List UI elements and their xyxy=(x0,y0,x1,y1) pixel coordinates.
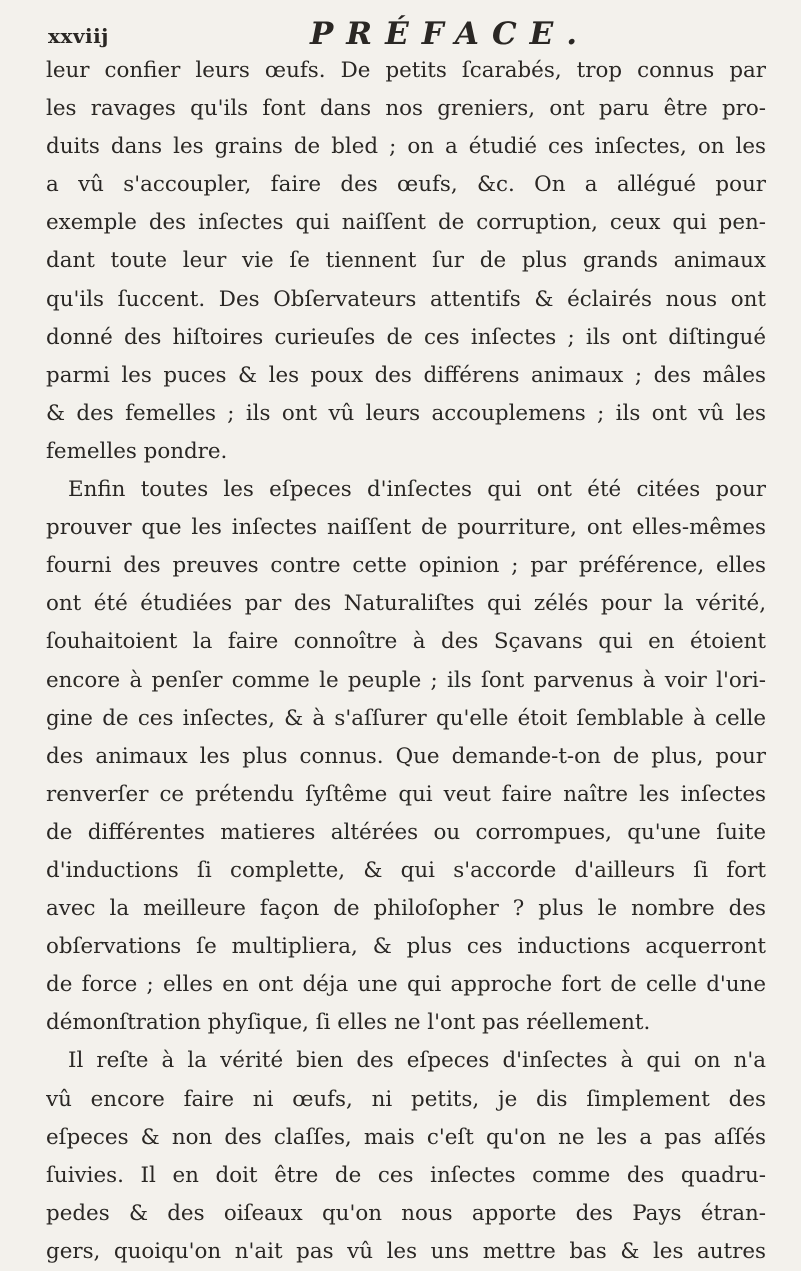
text-line: dant toute leur vie ſe tiennent ſur de plus grands animaux xyxy=(46,248,766,274)
page-heading: PRÉFACE. xyxy=(310,16,591,52)
text-line: Enfin toutes les eſpeces d'inſectes qui ont été citées pour xyxy=(68,477,766,503)
text-line: d'inductions ſi complette, & qui s'accorde d'ailleurs ſi fort xyxy=(46,857,766,883)
text-line: avec la meilleure façon de philoſopher ? plus le nombre des xyxy=(46,896,766,922)
text-line: donné des hiſtoires curieuſes de ces inſectes ; ils ont diſtingué xyxy=(46,324,766,350)
text-line: & des femelles ; ils ont vû leurs accouplemens ; ils ont vû les xyxy=(46,400,766,426)
text-line: leur confier leurs œufs. De petits ſcarabés, trop connus par xyxy=(46,58,766,83)
text-line: des animaux les plus connus. Que demande-t-on de plus, pour xyxy=(46,743,766,769)
running-head xyxy=(48,16,768,56)
text-line: de différentes matieres altérées ou corrompues, qu'une ſuite xyxy=(46,819,766,845)
text-line: vû encore faire ni œufs, ni petits, je dis ſimplement des xyxy=(46,1086,766,1112)
text-line: ſouhaitoient la faire connoître à des Sçavans qui en étoient xyxy=(46,629,766,655)
text-line: duits dans les grains de bled ; on a étudié ces inſectes, on les xyxy=(46,134,766,160)
text-line: pedes & des oiſeaux qu'on nous apporte des Pays étran- xyxy=(46,1200,766,1226)
text-line: eſpeces & non des claſſes, mais c'eſt qu'on ne les a pas aſſés xyxy=(46,1124,766,1150)
text-line: parmi les puces & les poux des différens animaux ; des mâles xyxy=(46,362,766,388)
text-line: femelles pondre. xyxy=(46,438,228,464)
text-line: fourni des preuves contre cette opinion ; par préférence, elles xyxy=(46,553,766,579)
text-line: a vû s'accoupler, faire des œufs, &c. On a allégué pour xyxy=(46,172,766,198)
text-line: encore à penſer comme le peuple ; ils ſont parvenus à voir l'ori- xyxy=(46,667,766,693)
text-line: Il reſte à la vérité bien des eſpeces d'inſectes à qui on n'a xyxy=(68,1048,766,1074)
page-number: xxviij xyxy=(48,24,109,48)
text-line: qu'ils ſuccent. Des Obſervateurs attentifs & éclairés nous ont xyxy=(46,286,766,312)
text-line: prouver que les inſectes naiſſent de pourriture, ont elles-mêmes xyxy=(46,515,766,541)
text-line: gine de ces inſectes, & à s'aſſurer qu'elle étoit ſemblable à celle xyxy=(46,705,766,731)
text-line: ont été étudiées par des Naturaliſtes qui zélés pour la vérité, xyxy=(46,591,766,617)
text-line: les ravages qu'ils font dans nos greniers, ont paru être pro- xyxy=(46,96,766,122)
text-line: renverſer ce prétendu ſyſtême qui veut faire naître les inſectes xyxy=(46,781,766,807)
text-body xyxy=(46,52,766,1271)
text-line: démonſtration phyſique, ſi elles ne l'ont pas réellement. xyxy=(46,1010,651,1036)
text-line: de force ; elles en ont déja une qui approche fort de celle d'une xyxy=(46,972,766,998)
text-line: gers, quoiqu'on n'ait pas vû les uns mettre bas & les autres xyxy=(46,1238,766,1264)
text-line: obſervations ſe multipliera, & plus ces inductions acquerront xyxy=(46,934,766,960)
text-line: ſuivies. Il en doit être de ces inſectes comme des quadru- xyxy=(46,1162,766,1188)
text-line: exemple des inſectes qui naiſſent de corruption, ceux qui pen- xyxy=(46,210,766,236)
